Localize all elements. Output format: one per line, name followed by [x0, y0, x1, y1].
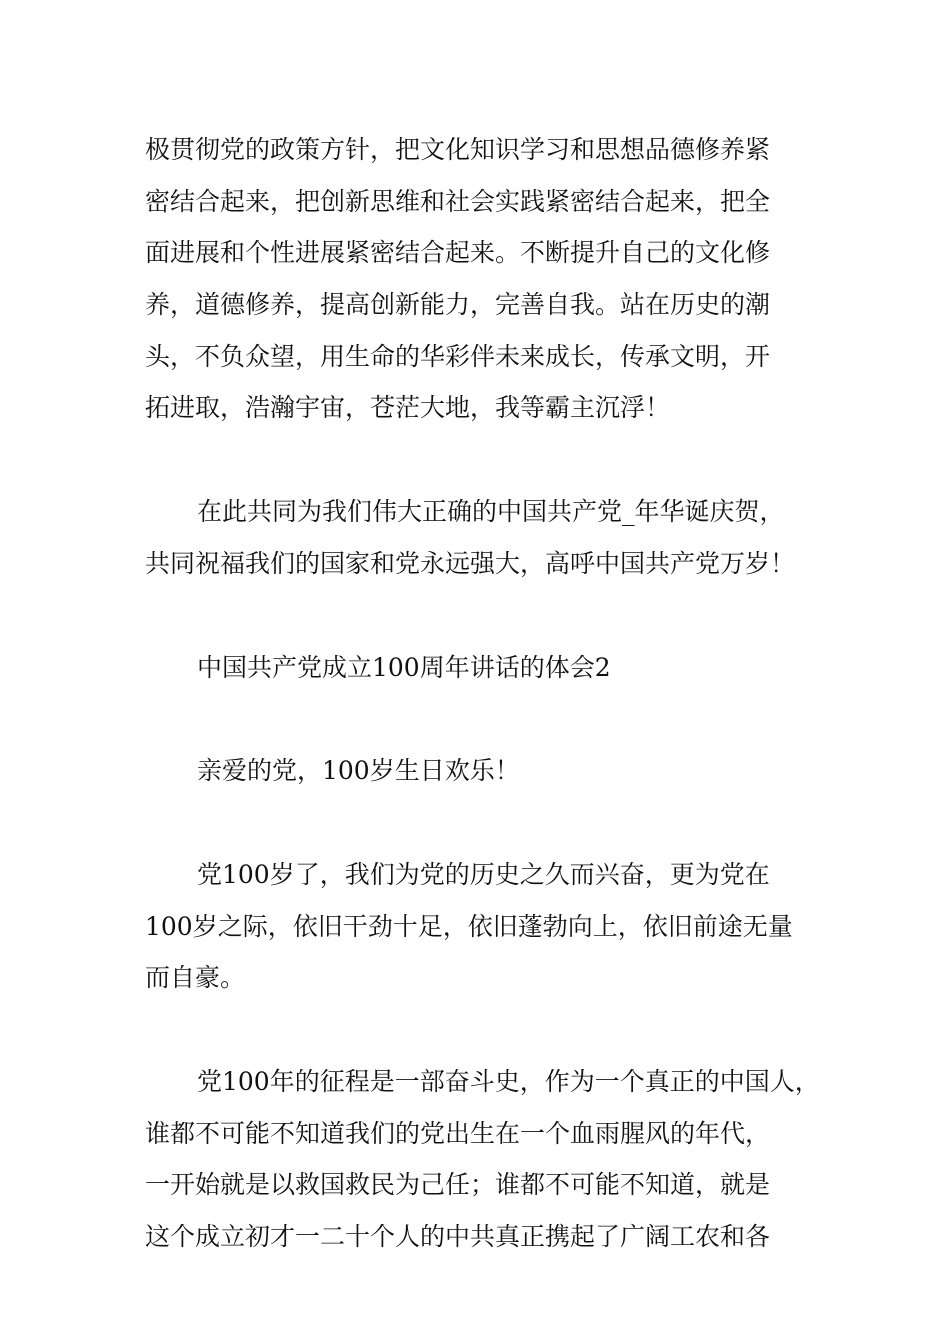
- paragraph-line: 党100年的征程是一部奋斗史，作为一个真正的中国人，: [197, 1066, 820, 1096]
- paragraph-line: 100岁之际，依旧干劲十足，依旧蓬勃向上，依旧前途无量: [145, 911, 793, 941]
- paragraph-line: 密结合起来，把创新思维和社会实践紧密结合起来，把全: [145, 186, 771, 216]
- paragraph-spacer: [145, 434, 835, 486]
- paragraph-spacer: [145, 590, 835, 642]
- greeting-paragraph: [145, 745, 835, 797]
- paragraph-2: [145, 486, 835, 589]
- paragraph-line: 共同祝福我们的国家和党永远强大，高呼中国共产党万岁！: [145, 548, 796, 578]
- paragraph-line: 亲爱的党，100岁生日欢乐！: [197, 756, 520, 786]
- paragraph-line: 一开始就是以救国救民为己任；谁都不可能不知道，就是: [145, 1170, 771, 1200]
- paragraph-line: 而自豪。: [145, 963, 246, 993]
- paragraph-line: 极贯彻党的政策方针，把文化知识学习和思想品德修养紧: [145, 135, 771, 164]
- paragraph-1: [145, 124, 835, 434]
- paragraph-line: 党100岁了，我们为党的历史之久而兴奋，更为党在: [197, 859, 770, 889]
- paragraph-5: [145, 849, 835, 1004]
- paragraph-spacer: [145, 693, 835, 745]
- paragraph-line: 谁都不可能不知道我们的党出生在一个血雨腥风的年代，: [145, 1118, 771, 1148]
- paragraph-line: 养，道德修养，提高创新能力，完善自我。站在历史的潮: [145, 290, 771, 320]
- paragraph-6: [145, 1056, 835, 1263]
- paragraph-line: 这个成立初才一二十个人的中共真正携起了广阔工农和各: [145, 1222, 771, 1251]
- paragraph-spacer: [145, 797, 835, 849]
- paragraph-line: 面进展和个性进展紧密结合起来。不断提升自己的文化修: [145, 238, 771, 268]
- document-body: [145, 124, 835, 1263]
- paragraph-line: 在此共同为我们伟大正确的中国共产党_年华诞庆贺，: [197, 497, 785, 527]
- section-heading: [145, 642, 835, 694]
- paragraph-line: 拓进取，浩瀚宇宙，苍茫大地，我等霸主沉浮！: [145, 393, 671, 423]
- paragraph-line: 头，不负众望，用生命的华彩伴未来成长，传承文明，开: [145, 341, 771, 371]
- paragraph-spacer: [145, 1004, 835, 1056]
- section-heading-text: 中国共产党成立100周年讲话的体会2: [197, 652, 611, 682]
